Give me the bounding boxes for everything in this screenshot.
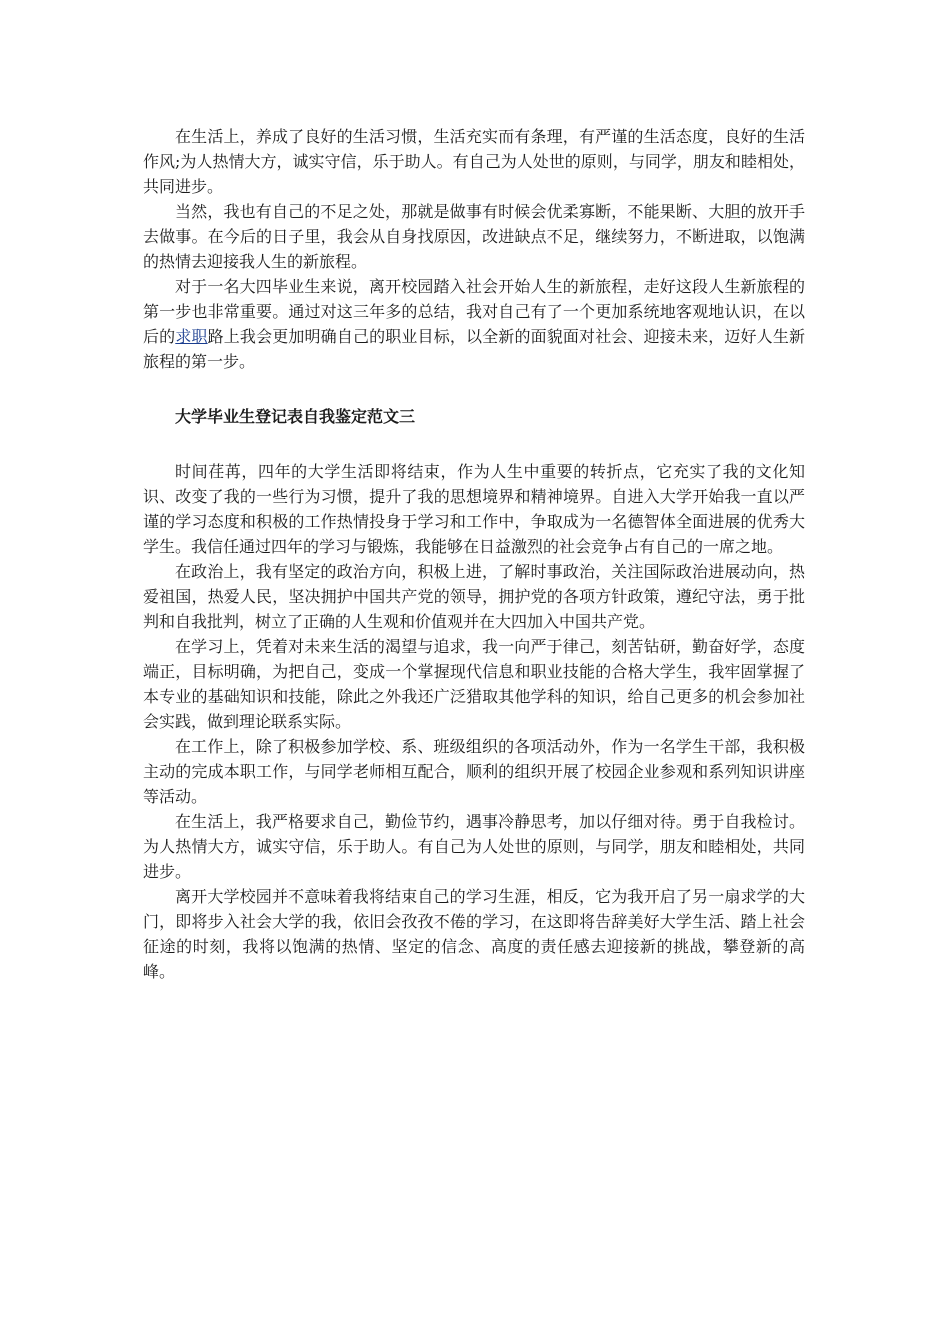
paragraph-text-before-link: 对于一名大四毕业生来说，离开校园踏入社会开始人生的新旅程，走好这段人生新旅程的第一步也非常重要。通过对这三年多的总结，我对自己有了一个更加系统地客观地认识，在以后的 [143,277,805,346]
paragraph-life: 在生活上，我严格要求自己，勤俭节约，遇事冷静思考，加以仔细对待。勇于自我检讨。为人热情大方，诚实守信，乐于助人。有自己为人处世的原则，与同学，朋友和睦相处，共同进步。 [143,812,805,881]
job-search-link[interactable]: 求职 [175,327,208,346]
paragraph-text-after-link: 路上我会更加明确自己的职业目标，以全新的面貌面对社会、迎接未来，迈好人生新旅程的第一步。 [143,327,805,371]
paragraph-life-habits: 在生活上，养成了良好的生活习惯，生活充实而有条理，有严谨的生活态度，良好的生活作风;为人热情大方，诚实守信，乐于助人。有自己为人处世的原则，与同学，朋友和睦相处，共同进步。 [143,127,805,196]
section-title: 大学毕业生登记表自我鉴定范文三 [175,407,416,426]
document-page [143,124,805,984]
paragraph-work: 在工作上，除了积极参加学校、系、班级组织的各项活动外，作为一名学生干部，我积极主动的完成本职工作，与同学老师相互配合，顺利的组织开展了校园企业参观和系列知识讲座等活动。 [143,737,805,806]
paragraph-study: 在学习上，凭着对未来生活的渴望与追求，我一向严于律己，刻苦钻研，勤奋好学，态度端正，目标明确，为把自己，变成一个掌握现代信息和职业技能的合格大学生，我牢固掌握了本专业的基础知识和技能，除此之外我还广泛猎取其他学科的知识，给自己更多的机会参加社会实践，做到理论联系实际。 [143,637,805,731]
paragraph-closing: 离开大学校园并不意味着我将结束自己的学习生涯，相反，它为我开启了另一扇求学的大门，即将步入社会大学的我，依旧会孜孜不倦的学习，在这即将告辞美好大学生活、踏上社会征途的时刻，我将以饱满的热情、坚定的信念、高度的责任感去迎接新的挑战，攀登新的高峰。 [143,887,805,981]
paragraph-graduate-journey [143,274,805,374]
paragraph-politics: 在政治上，我有坚定的政治方向，积极上进，了解时事政治，关注国际政治进展动向，热爱祖国，热爱人民，坚决拥护中国共产党的领导，拥护党的各项方针政策，遵纪守法，勇于批判和自我批判，树立了正确的人生观和价值观并在大四加入中国共产党。 [143,562,805,631]
paragraph-college-summary: 时间荏苒，四年的大学生活即将结束，作为人生中重要的转折点，它充实了我的文化知识、改变了我的一些行为习惯，提升了我的思想境界和精神境界。自进入大学开始我一直以严谨的学习态度和积极的工作热情投身于学习和工作中，争取成为一名德智体全面进展的优秀大学生。我信任通过四年的学习与锻炼，我能够在日益激烈的社会竞争占有自己的一席之地。 [143,462,805,556]
paragraph-shortcomings: 当然，我也有自己的不足之处，那就是做事有时候会优柔寡断，不能果断、大胆的放开手去做事。在今后的日子里，我会从自身找原因，改进缺点不足，继续努力，不断进取，以饱满的热情去迎接我人生的新旅程。 [143,202,805,271]
